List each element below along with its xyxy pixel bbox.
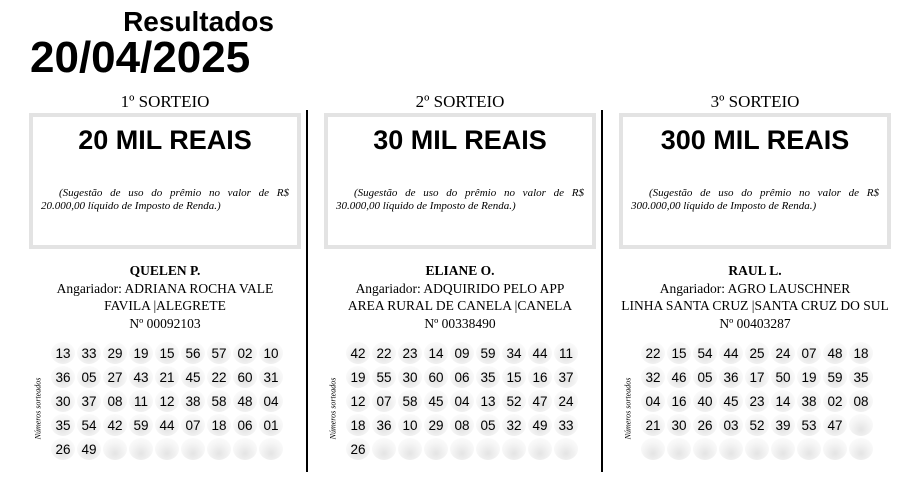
draw-column-2 [324,92,596,462]
drawn-number-ball: 54 [693,342,717,364]
drawn-number-ball: 34 [502,342,526,364]
drawn-number-ball: 49 [77,438,101,460]
drawn-number-ball: 44 [528,342,552,364]
drawn-number-ball: 33 [554,414,578,436]
prize-box [324,113,596,249]
draw-date: 20/04/2025 [30,33,251,82]
agent-name: Angariador: ADRIANA ROCHA VALE [56,280,274,296]
drawn-number-ball: 03 [719,414,743,436]
drawn-number-ball: 52 [502,390,526,412]
empty-ball [693,438,717,460]
winner-info [619,262,891,332]
drawn-number-ball: 05 [77,366,101,388]
drawn-number-ball: 19 [346,366,370,388]
draw-column-3 [619,92,891,462]
winner-info [324,262,596,332]
prize-box [619,113,891,249]
drawn-number-ball: 09 [450,342,474,364]
drawn-number-ball: 08 [450,414,474,436]
number-grid [51,342,301,462]
drawn-number-ball: 56 [181,342,205,364]
drawn-number-ball: 42 [103,414,127,436]
prize-amount: 20 MIL REAIS [78,125,252,155]
drawn-number-ball: 18 [849,342,873,364]
winner-location: FAVILA |ALEGRETE [104,298,226,313]
drawn-number-ball: 06 [450,366,474,388]
drawn-number-ball: 30 [51,390,75,412]
prize-amount: 300 MIL REAIS [660,125,850,155]
drawn-number-ball: 59 [823,366,847,388]
drawn-number-ball: 37 [554,366,578,388]
drawn-number-ball: 48 [233,390,257,412]
agent-name: Angariador: AGRO LAUSCHNER [659,280,851,296]
winner-info [29,262,301,332]
drawn-number-ball: 26 [51,438,75,460]
numbers-label: Números sorteados [33,377,43,440]
winner-name: QUELEN P. [129,263,201,278]
empty-ball [155,438,179,460]
empty-ball [719,438,743,460]
number-grid [346,342,596,462]
drawn-number-ball: 42 [346,342,370,364]
drawn-number-ball: 22 [372,342,396,364]
drawn-number-ball: 07 [797,342,821,364]
drawn-number-ball: 60 [233,366,257,388]
drawn-number-ball: 38 [797,390,821,412]
empty-ball [554,438,578,460]
draw-title: 3º SORTEIO [710,92,800,111]
empty-ball [823,438,847,460]
drawn-number-ball: 33 [77,342,101,364]
drawn-number-ball: 36 [719,366,743,388]
drawn-number-ball: 02 [233,342,257,364]
drawn-number-ball: 15 [667,342,691,364]
drawn-number-ball: 21 [641,414,665,436]
drawn-number-ball: 48 [823,342,847,364]
drawn-number-ball: 57 [207,342,231,364]
header [30,6,290,82]
empty-ball [129,438,153,460]
empty-ball [372,438,396,460]
ticket-number: Nº 00403287 [719,315,791,331]
empty-ball [476,438,500,460]
empty-ball [667,438,691,460]
empty-ball [398,438,422,460]
drawn-number-ball: 49 [528,414,552,436]
drawn-number-ball: 14 [771,390,795,412]
drawn-number-ball: 39 [771,414,795,436]
draw-column-1 [29,92,301,462]
winner-name: ELIANE O. [425,263,495,278]
drawn-number-ball: 08 [103,390,127,412]
drawn-number-ball: 30 [398,366,422,388]
numbers-section [324,342,596,462]
drawn-number-ball: 15 [502,366,526,388]
empty-ball [233,438,257,460]
drawn-number-ball: 11 [554,342,578,364]
drawn-number-ball: 22 [641,342,665,364]
drawn-number-ball: 53 [797,414,821,436]
drawn-number-ball: 47 [528,390,552,412]
drawn-number-ball: 19 [797,366,821,388]
drawn-number-ball: 01 [259,414,283,436]
drawn-number-ball: 37 [77,390,101,412]
drawn-number-ball: 30 [667,414,691,436]
winner-name: RAUL L. [728,263,782,278]
drawn-number-ball: 43 [129,366,153,388]
drawn-number-ball: 04 [641,390,665,412]
drawn-number-ball: 10 [398,414,422,436]
drawn-number-ball: 16 [528,366,552,388]
drawn-number-ball: 44 [155,414,179,436]
empty-ball [745,438,769,460]
drawn-number-ball: 07 [372,390,396,412]
drawn-number-ball: 23 [745,390,769,412]
drawn-number-ball: 13 [51,342,75,364]
drawn-number-ball: 60 [424,366,448,388]
drawn-number-ball: 52 [745,414,769,436]
drawn-number-ball: 02 [823,390,847,412]
empty-ball [207,438,231,460]
drawn-number-ball: 31 [259,366,283,388]
drawn-number-ball: 25 [745,342,769,364]
empty-ball [259,438,283,460]
drawn-number-ball: 58 [398,390,422,412]
drawn-number-ball: 13 [476,390,500,412]
empty-ball [849,414,873,436]
drawn-number-ball: 32 [502,414,526,436]
numbers-section [619,342,891,462]
drawn-number-ball: 26 [346,438,370,460]
winner-location: AREA RURAL DE CANELA |CANELA [347,298,573,313]
drawn-number-ball: 16 [667,390,691,412]
drawn-number-ball: 11 [129,390,153,412]
drawn-number-ball: 24 [554,390,578,412]
drawn-number-ball: 12 [346,390,370,412]
drawn-number-ball: 35 [849,366,873,388]
drawn-number-ball: 35 [51,414,75,436]
drawn-number-ball: 22 [207,366,231,388]
drawn-number-ball: 08 [849,390,873,412]
page-title: Resultados [123,6,274,37]
drawn-number-ball: 35 [476,366,500,388]
drawn-number-ball: 14 [424,342,448,364]
drawn-number-ball: 27 [103,366,127,388]
empty-ball [797,438,821,460]
drawn-number-ball: 46 [667,366,691,388]
number-grid [641,342,891,462]
drawn-number-ball: 45 [719,390,743,412]
numbers-section [29,342,301,462]
drawn-number-ball: 36 [372,414,396,436]
empty-ball [528,438,552,460]
empty-ball [502,438,526,460]
drawn-number-ball: 05 [476,414,500,436]
drawn-number-ball: 07 [181,414,205,436]
drawn-number-ball: 45 [181,366,205,388]
drawn-number-ball: 29 [424,414,448,436]
drawn-number-ball: 17 [745,366,769,388]
draw-title: 2º SORTEIO [415,92,505,111]
drawn-number-ball: 38 [181,390,205,412]
numbers-label: Números sorteados [328,377,338,440]
empty-ball [771,438,795,460]
drawn-number-ball: 55 [372,366,396,388]
drawn-number-ball: 40 [693,390,717,412]
drawn-number-ball: 59 [476,342,500,364]
drawn-number-ball: 23 [398,342,422,364]
empty-ball [641,438,665,460]
empty-ball [103,438,127,460]
ticket-number: Nº 00338490 [424,315,496,331]
drawn-number-ball: 05 [693,366,717,388]
drawn-number-ball: 54 [77,414,101,436]
prize-amount: 30 MIL REAIS [373,125,547,155]
drawn-number-ball: 21 [155,366,179,388]
drawn-number-ball: 24 [771,342,795,364]
drawn-number-ball: 10 [259,342,283,364]
column-divider [601,110,603,472]
drawn-number-ball: 15 [155,342,179,364]
drawn-number-ball: 44 [719,342,743,364]
prize-box [29,113,301,249]
prize-note: (Sugestão de uso do prêmio no valor de R$ 20.000,00 líquido de Imposto de Renda.) [41,187,289,212]
empty-ball [181,438,205,460]
drawn-number-ball: 12 [155,390,179,412]
prize-note: (Sugestão de uso do prêmio no valor de R$ 30.000,00 líquido de Imposto de Renda.) [336,187,584,212]
drawn-number-ball: 06 [233,414,257,436]
empty-ball [450,438,474,460]
drawn-number-ball: 50 [771,366,795,388]
empty-ball [849,438,873,460]
drawn-number-ball: 18 [346,414,370,436]
drawn-number-ball: 04 [259,390,283,412]
drawn-number-ball: 32 [641,366,665,388]
draw-title: 1º SORTEIO [120,92,210,111]
drawn-number-ball: 59 [129,414,153,436]
drawn-number-ball: 29 [103,342,127,364]
drawn-number-ball: 45 [424,390,448,412]
drawn-number-ball: 18 [207,414,231,436]
empty-ball [424,438,448,460]
drawn-number-ball: 19 [129,342,153,364]
winner-location: LINHA SANTA CRUZ |SANTA CRUZ DO SUL [621,298,889,313]
drawn-number-ball: 36 [51,366,75,388]
drawn-number-ball: 04 [450,390,474,412]
drawn-number-ball: 26 [693,414,717,436]
agent-name: Angariador: ADQUIRIDO PELO APP [355,280,565,296]
column-divider [306,110,308,472]
ticket-number: Nº 00092103 [129,315,201,331]
prize-note: (Sugestão de uso do prêmio no valor de R$ 300.000,00 líquido de Imposto de Renda.) [631,187,879,212]
numbers-label: Números sorteados [623,377,633,440]
drawn-number-ball: 58 [207,390,231,412]
drawn-number-ball: 47 [823,414,847,436]
